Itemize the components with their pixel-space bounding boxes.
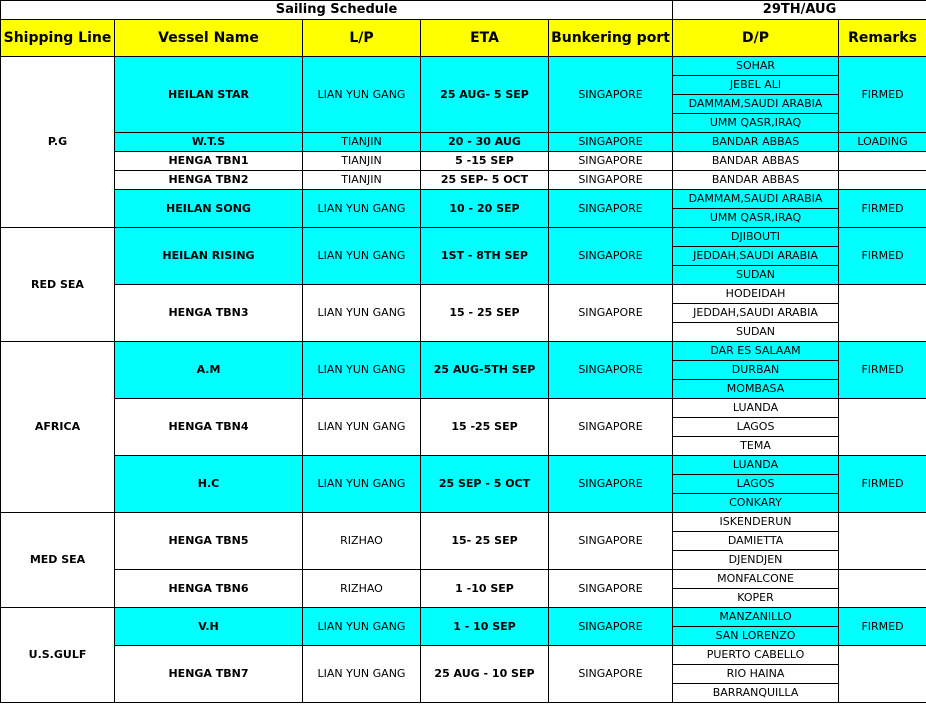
discharge-port-cell: BANDAR ABBAS	[673, 171, 839, 190]
loading-port-cell: RIZHAO	[303, 570, 421, 608]
col-discharge-port: D/P	[673, 20, 839, 57]
eta-cell: 15 - 25 SEP	[421, 285, 549, 342]
table-row	[1, 513, 926, 532]
bunkering-port-cell: SINGAPORE	[549, 133, 673, 152]
discharge-port-cell: JEDDAH,SAUDI ARABIA	[673, 247, 839, 266]
discharge-port-cell: LUANDA	[673, 456, 839, 475]
discharge-port-cell: DURBAN	[673, 361, 839, 380]
loading-port-cell: RIZHAO	[303, 513, 421, 570]
vessel-name-cell: H.C	[115, 456, 303, 513]
col-remarks: Remarks	[839, 20, 926, 57]
loading-port-cell: LIAN YUN GANG	[303, 228, 421, 285]
discharge-port-cell: KOPER	[673, 589, 839, 608]
schedule-body	[1, 57, 926, 703]
remarks-cell	[839, 285, 926, 342]
bunkering-port-cell: SINGAPORE	[549, 152, 673, 171]
discharge-port-cell: UMM QASR,IRAQ	[673, 114, 839, 133]
remarks-cell: FIRMED	[839, 608, 926, 646]
vessel-name-cell: HENGA TBN4	[115, 399, 303, 456]
discharge-port-cell: DAMMAM,SAUDI ARABIA	[673, 95, 839, 114]
table-row	[1, 342, 926, 361]
bunkering-port-cell: SINGAPORE	[549, 513, 673, 570]
bunkering-port-cell: SINGAPORE	[549, 190, 673, 228]
remarks-cell: FIRMED	[839, 456, 926, 513]
bunkering-port-cell: SINGAPORE	[549, 399, 673, 456]
loading-port-cell: LIAN YUN GANG	[303, 285, 421, 342]
discharge-port-cell: HODEIDAH	[673, 285, 839, 304]
col-eta: ETA	[421, 20, 549, 57]
discharge-port-cell: LAGOS	[673, 418, 839, 437]
loading-port-cell: LIAN YUN GANG	[303, 608, 421, 646]
discharge-port-cell: MOMBASA	[673, 380, 839, 399]
loading-port-cell: LIAN YUN GANG	[303, 57, 421, 133]
vessel-name-cell: A.M	[115, 342, 303, 399]
table-row	[1, 570, 926, 589]
table-row	[1, 608, 926, 627]
eta-cell: 25 AUG - 10 SEP	[421, 646, 549, 703]
remarks-cell: FIRMED	[839, 57, 926, 133]
eta-cell: 5 -15 SEP	[421, 152, 549, 171]
vessel-name-cell: HENGA TBN7	[115, 646, 303, 703]
discharge-port-cell: SOHAR	[673, 57, 839, 76]
bunkering-port-cell: SINGAPORE	[549, 228, 673, 285]
eta-cell: 25 AUG-5TH SEP	[421, 342, 549, 399]
eta-cell: 1 -10 SEP	[421, 570, 549, 608]
loading-port-cell: LIAN YUN GANG	[303, 646, 421, 703]
shipping-line-cell: MED SEA	[1, 513, 115, 608]
discharge-port-cell: LUANDA	[673, 399, 839, 418]
discharge-port-cell: LAGOS	[673, 475, 839, 494]
discharge-port-cell: SUDAN	[673, 266, 839, 285]
bunkering-port-cell: SINGAPORE	[549, 285, 673, 342]
discharge-port-cell: DAR ES SALAAM	[673, 342, 839, 361]
col-vessel-name: Vessel Name	[115, 20, 303, 57]
remarks-cell	[839, 513, 926, 570]
vessel-name-cell: HEILAN STAR	[115, 57, 303, 133]
eta-cell: 25 AUG- 5 SEP	[421, 57, 549, 133]
table-row	[1, 57, 926, 76]
remarks-cell	[839, 152, 926, 171]
discharge-port-cell: RIO HAINA	[673, 665, 839, 684]
vessel-name-cell: HENGA TBN5	[115, 513, 303, 570]
bunkering-port-cell: SINGAPORE	[549, 646, 673, 703]
loading-port-cell: TIANJIN	[303, 171, 421, 190]
bunkering-port-cell: SINGAPORE	[549, 608, 673, 646]
remarks-cell: FIRMED	[839, 228, 926, 285]
vessel-name-cell: HEILAN SONG	[115, 190, 303, 228]
discharge-port-cell: DAMIETTA	[673, 532, 839, 551]
discharge-port-cell: DJENDJEN	[673, 551, 839, 570]
vessel-name-cell: HENGA TBN1	[115, 152, 303, 171]
bunkering-port-cell: SINGAPORE	[549, 342, 673, 399]
loading-port-cell: LIAN YUN GANG	[303, 190, 421, 228]
vessel-name-cell: HENGA TBN3	[115, 285, 303, 342]
vessel-name-cell: HEILAN RISING	[115, 228, 303, 285]
discharge-port-cell: PUERTO CABELLO	[673, 646, 839, 665]
discharge-port-cell: JEDDAH,SAUDI ARABIA	[673, 304, 839, 323]
discharge-port-cell: CONKARY	[673, 494, 839, 513]
table-row	[1, 399, 926, 418]
vessel-name-cell: V.H	[115, 608, 303, 646]
remarks-cell: FIRMED	[839, 190, 926, 228]
col-loading-port: L/P	[303, 20, 421, 57]
eta-cell: 15 -25 SEP	[421, 399, 549, 456]
bunkering-port-cell: SINGAPORE	[549, 456, 673, 513]
remarks-cell	[839, 646, 926, 703]
table-row	[1, 152, 926, 171]
discharge-port-cell: JEBEL ALI	[673, 76, 839, 95]
discharge-port-cell: BANDAR ABBAS	[673, 152, 839, 171]
table-row	[1, 190, 926, 209]
bunkering-port-cell: SINGAPORE	[549, 570, 673, 608]
eta-cell: 25 SEP- 5 OCT	[421, 171, 549, 190]
table-row	[1, 285, 926, 304]
col-bunkering-port: Bunkering port	[549, 20, 673, 57]
remarks-cell	[839, 399, 926, 456]
table-row	[1, 171, 926, 190]
vessel-name-cell: W.T.S	[115, 133, 303, 152]
col-shipping-line: Shipping Line	[1, 20, 115, 57]
discharge-port-cell: DAMMAM,SAUDI ARABIA	[673, 190, 839, 209]
discharge-port-cell: BANDAR ABBAS	[673, 133, 839, 152]
table-row	[1, 133, 926, 152]
shipping-line-cell: P.G	[1, 57, 115, 228]
loading-port-cell: TIANJIN	[303, 133, 421, 152]
eta-cell: 1ST - 8TH SEP	[421, 228, 549, 285]
discharge-port-cell: SUDAN	[673, 323, 839, 342]
table-row	[1, 228, 926, 247]
page-title: Sailing Schedule	[1, 1, 673, 20]
loading-port-cell: TIANJIN	[303, 152, 421, 171]
discharge-port-cell: MANZANILLO	[673, 608, 839, 627]
eta-cell: 10 - 20 SEP	[421, 190, 549, 228]
vessel-name-cell: HENGA TBN6	[115, 570, 303, 608]
discharge-port-cell: SAN LORENZO	[673, 627, 839, 646]
remarks-cell	[839, 171, 926, 190]
eta-cell: 15- 25 SEP	[421, 513, 549, 570]
eta-cell: 20 - 30 AUG	[421, 133, 549, 152]
shipping-line-cell: AFRICA	[1, 342, 115, 513]
remarks-cell: FIRMED	[839, 342, 926, 399]
table-row	[1, 456, 926, 475]
schedule-date: 29TH/AUG	[673, 1, 926, 20]
bunkering-port-cell: SINGAPORE	[549, 171, 673, 190]
eta-cell: 25 SEP - 5 OCT	[421, 456, 549, 513]
discharge-port-cell: DJIBOUTI	[673, 228, 839, 247]
shipping-line-cell: RED SEA	[1, 228, 115, 342]
discharge-port-cell: MONFALCONE	[673, 570, 839, 589]
table-row	[1, 646, 926, 665]
remarks-cell: LOADING	[839, 133, 926, 152]
discharge-port-cell: UMM QASR,IRAQ	[673, 209, 839, 228]
title-row	[1, 1, 926, 20]
loading-port-cell: LIAN YUN GANG	[303, 456, 421, 513]
header-row	[1, 20, 926, 57]
eta-cell: 1 - 10 SEP	[421, 608, 549, 646]
discharge-port-cell: TEMA	[673, 437, 839, 456]
discharge-port-cell: BARRANQUILLA	[673, 684, 839, 703]
vessel-name-cell: HENGA TBN2	[115, 171, 303, 190]
discharge-port-cell: ISKENDERUN	[673, 513, 839, 532]
shipping-line-cell: U.S.GULF	[1, 608, 115, 703]
loading-port-cell: LIAN YUN GANG	[303, 399, 421, 456]
remarks-cell	[839, 570, 926, 608]
loading-port-cell: LIAN YUN GANG	[303, 342, 421, 399]
bunkering-port-cell: SINGAPORE	[549, 57, 673, 133]
